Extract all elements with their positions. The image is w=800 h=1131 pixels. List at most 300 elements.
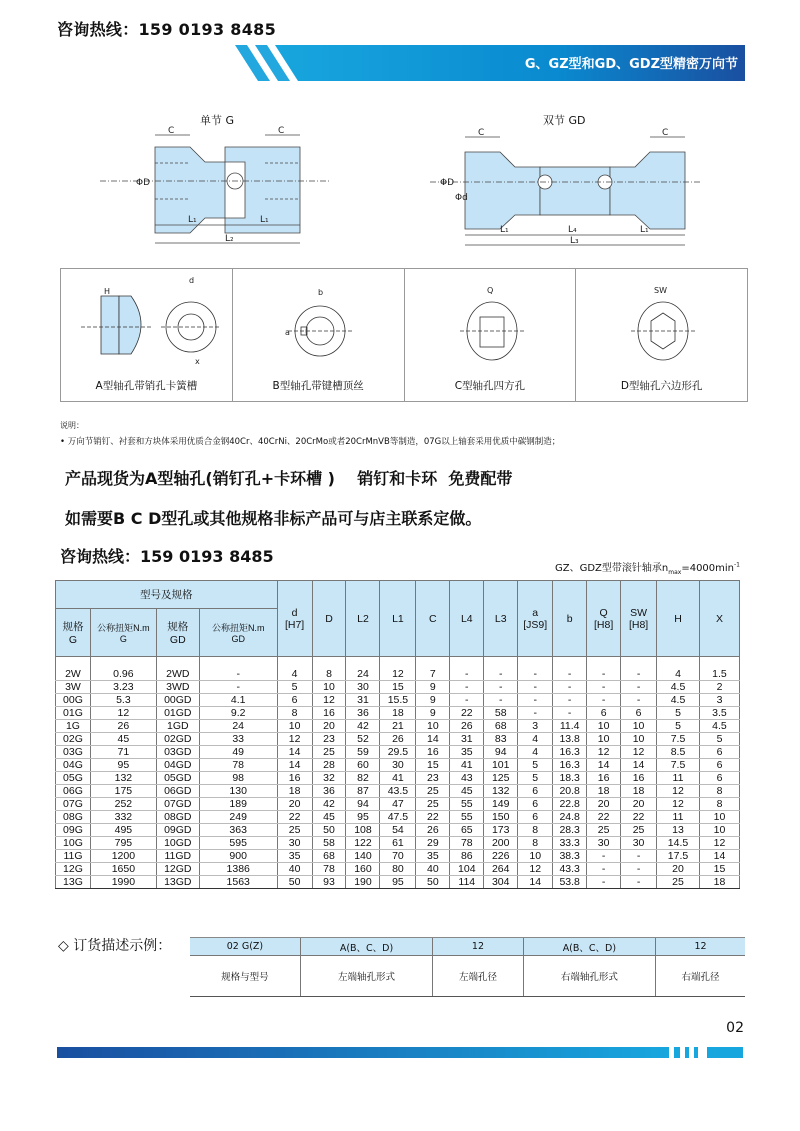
hole-type-a xyxy=(61,269,233,401)
table-cell: 09G xyxy=(56,824,91,837)
table-cell: 16.3 xyxy=(553,759,587,772)
table-cell: 189 xyxy=(199,798,277,811)
table-cell: 4 xyxy=(518,733,553,746)
order-value: A(B、C、D) xyxy=(523,938,655,956)
table-cell: 8 xyxy=(518,824,553,837)
table-cell: 50 xyxy=(312,824,346,837)
table-cell: - xyxy=(553,694,587,707)
table-cell: 12 xyxy=(90,707,156,720)
table-cell: 22 xyxy=(277,811,312,824)
assembly-diagrams xyxy=(100,125,740,255)
label-l1: L₁ xyxy=(188,215,197,225)
table-cell: 20 xyxy=(587,798,621,811)
sub-header: 规格 G xyxy=(56,609,91,657)
table-cell: 98 xyxy=(199,772,277,785)
table-cell: 12 xyxy=(621,746,657,759)
promo-line-2: 如需要B C D型孔或其他规格非标产品可与店主联系定做。 xyxy=(65,509,482,528)
table-cell: 40 xyxy=(277,863,312,876)
table-cell: 5 xyxy=(277,681,312,694)
table-cell: 33.3 xyxy=(553,837,587,850)
label-l1: L₁ xyxy=(640,225,649,235)
table-cell: - xyxy=(484,694,518,707)
table-cell: 1386 xyxy=(199,863,277,876)
table-cell: 20 xyxy=(312,720,346,733)
table-cell: 18 xyxy=(277,785,312,798)
table-cell: 6 xyxy=(518,798,553,811)
table-cell: 5.3 xyxy=(90,694,156,707)
table-cell: 60 xyxy=(346,759,380,772)
table-cell: - xyxy=(199,681,277,694)
table-cell: 35 xyxy=(450,746,484,759)
table-cell: 04GD xyxy=(156,759,199,772)
table-cell: 5 xyxy=(518,759,553,772)
table-cell: 8 xyxy=(699,798,739,811)
table-cell: 30 xyxy=(346,681,380,694)
table-cell: - xyxy=(518,681,553,694)
table-cell: 9 xyxy=(416,694,450,707)
table-cell: 30 xyxy=(587,837,621,850)
table-row xyxy=(56,811,740,824)
table-cell: 13G xyxy=(56,876,91,889)
header-hotline: 咨询热线：159 0193 8485 xyxy=(57,20,277,39)
table-cell: 49 xyxy=(199,746,277,759)
table-row xyxy=(56,772,740,785)
table-cell: 13.8 xyxy=(553,733,587,746)
table-cell: 7 xyxy=(416,668,450,681)
table-cell: 160 xyxy=(346,863,380,876)
table-cell: 8 xyxy=(312,668,346,681)
notes-bullet: • 万向节销钉、衬套和方块体采用优质合金钢40Cr、40CrNi、20CrMo或者20CrMnVB等制造，07G以上轴套采用优质中碳钢制造； xyxy=(60,437,561,447)
table-cell: 1990 xyxy=(90,876,156,889)
table-cell: 14 xyxy=(277,759,312,772)
table-cell: 1G xyxy=(56,720,91,733)
table-cell: 06G xyxy=(56,785,91,798)
table-cell: 70 xyxy=(380,850,416,863)
table-cell: 1200 xyxy=(90,850,156,863)
footer-bar xyxy=(57,1047,743,1058)
table-cell: 28 xyxy=(312,759,346,772)
table-cell: 43.3 xyxy=(553,863,587,876)
table-cell: 5 xyxy=(657,720,700,733)
table-row xyxy=(56,798,740,811)
table-cell: 122 xyxy=(346,837,380,850)
table-cell: 6 xyxy=(518,811,553,824)
label-l1: L₁ xyxy=(500,225,509,235)
dim-q: Q xyxy=(486,286,493,295)
table-cell: 47.5 xyxy=(380,811,416,824)
table-cell: 24.8 xyxy=(553,811,587,824)
table-cell: 80 xyxy=(380,863,416,876)
table-cell: 42 xyxy=(346,720,380,733)
page-number: 02 xyxy=(726,1020,744,1036)
table-cell: 25 xyxy=(657,876,700,889)
blank-row xyxy=(56,657,740,669)
table-cell: 22 xyxy=(587,811,621,824)
table-cell: - xyxy=(518,707,553,720)
table-cell: 47 xyxy=(380,798,416,811)
table-cell: - xyxy=(587,668,621,681)
table-cell: 02GD xyxy=(156,733,199,746)
table-cell: 12 xyxy=(587,746,621,759)
table-cell: 05GD xyxy=(156,772,199,785)
table-cell: 95 xyxy=(90,759,156,772)
table-cell: 7.5 xyxy=(657,759,700,772)
table-cell: 41 xyxy=(380,772,416,785)
table-cell: 12GD xyxy=(156,863,199,876)
table-cell: 12 xyxy=(380,668,416,681)
table-cell: 30 xyxy=(621,837,657,850)
hole-type-d xyxy=(576,269,747,401)
notes-heading: 说明： xyxy=(60,421,84,430)
table-cell: 495 xyxy=(90,824,156,837)
col-header: X xyxy=(699,581,739,657)
table-cell: 4.5 xyxy=(657,694,700,707)
table-cell: 10 xyxy=(587,720,621,733)
table-cell: 16 xyxy=(416,746,450,759)
table-cell: 00GD xyxy=(156,694,199,707)
table-cell: 9.2 xyxy=(199,707,277,720)
order-description: 右端轴孔形式 xyxy=(523,956,655,997)
table-cell: 38.3 xyxy=(553,850,587,863)
table-cell: 2 xyxy=(699,681,739,694)
table-row xyxy=(56,720,740,733)
table-cell: 65 xyxy=(450,824,484,837)
sub-header: 公称扭矩N.m G xyxy=(90,609,156,657)
spec-table xyxy=(55,580,740,889)
group-header: 型号及规格 xyxy=(56,581,278,609)
double-joint-drawing xyxy=(430,137,700,245)
col-header: L2 xyxy=(346,581,380,657)
col-header: D xyxy=(312,581,346,657)
table-cell: 101 xyxy=(484,759,518,772)
table-cell: 114 xyxy=(450,876,484,889)
table-cell: 18 xyxy=(621,785,657,798)
table-cell: - xyxy=(553,681,587,694)
table-cell: 6 xyxy=(518,785,553,798)
table-cell: 5 xyxy=(518,772,553,785)
table-cell: 35 xyxy=(416,850,450,863)
table-cell: - xyxy=(484,668,518,681)
table-row xyxy=(56,785,740,798)
table-cell: 58 xyxy=(484,707,518,720)
table-cell: 20.8 xyxy=(553,785,587,798)
order-value: 12 xyxy=(433,938,523,956)
dim-d: d xyxy=(189,276,195,285)
table-cell: 9 xyxy=(416,681,450,694)
table-row xyxy=(56,707,740,720)
table-cell: 26 xyxy=(416,824,450,837)
table-row xyxy=(56,850,740,863)
table-cell: 22.8 xyxy=(553,798,587,811)
table-cell: 8 xyxy=(518,837,553,850)
table-cell: - xyxy=(484,681,518,694)
table-cell: 12 xyxy=(312,694,346,707)
table-cell: - xyxy=(450,681,484,694)
table-cell: 32 xyxy=(312,772,346,785)
table-cell: 17.5 xyxy=(657,850,700,863)
table-cell: 3W xyxy=(56,681,91,694)
table-row xyxy=(56,863,740,876)
table-cell: 15 xyxy=(380,681,416,694)
table-cell: 25 xyxy=(277,824,312,837)
table-cell: 108 xyxy=(346,824,380,837)
table-cell: - xyxy=(553,707,587,720)
table-cell: 18 xyxy=(699,876,739,889)
table-cell: 900 xyxy=(199,850,277,863)
table-cell: 10 xyxy=(416,720,450,733)
table-cell: 31 xyxy=(346,694,380,707)
table-cell: 10 xyxy=(699,824,739,837)
label-l2: L₂ xyxy=(225,234,234,244)
hole-type-d-caption: D型轴孔六边形孔 xyxy=(620,380,703,392)
table-cell: 00G xyxy=(56,694,91,707)
col-header: b xyxy=(553,581,587,657)
col-header: d [H7] xyxy=(277,581,312,657)
table-cell: 6 xyxy=(621,707,657,720)
table-cell: 01G xyxy=(56,707,91,720)
table-cell: 5 xyxy=(699,733,739,746)
table-cell: 12G xyxy=(56,863,91,876)
table-cell: 08GD xyxy=(156,811,199,824)
table-cell: 1.5 xyxy=(699,668,739,681)
table-cell: 332 xyxy=(90,811,156,824)
table-cell: 6 xyxy=(699,759,739,772)
label-d-bore: Φd xyxy=(455,193,468,203)
table-cell: 50 xyxy=(277,876,312,889)
table-cell: 43 xyxy=(450,772,484,785)
table-cell: - xyxy=(553,668,587,681)
table-cell: 15 xyxy=(699,863,739,876)
table-cell: 30 xyxy=(277,837,312,850)
double-joint-title: 双节 GD xyxy=(543,114,586,127)
table-cell: 61 xyxy=(380,837,416,850)
table-cell: 5 xyxy=(657,707,700,720)
table-cell: - xyxy=(199,668,277,681)
subtitle-eq: =4000min xyxy=(681,563,735,574)
table-cell: 0.96 xyxy=(90,668,156,681)
table-cell: 1650 xyxy=(90,863,156,876)
table-cell: 104 xyxy=(450,863,484,876)
table-cell: 30 xyxy=(380,759,416,772)
table-cell: 26 xyxy=(380,733,416,746)
table-cell: 03GD xyxy=(156,746,199,759)
table-cell: 41 xyxy=(450,759,484,772)
subtitle-sup: -1 xyxy=(734,561,740,569)
table-cell: 15 xyxy=(416,759,450,772)
table-cell: - xyxy=(450,668,484,681)
table-cell: 2W xyxy=(56,668,91,681)
table-cell: 149 xyxy=(484,798,518,811)
table-cell: 22 xyxy=(416,811,450,824)
table-cell: - xyxy=(621,668,657,681)
table-cell: 50 xyxy=(416,876,450,889)
table-cell: 83 xyxy=(484,733,518,746)
table-cell: 53.8 xyxy=(553,876,587,889)
table-cell: 1563 xyxy=(199,876,277,889)
table-cell: 18.3 xyxy=(553,772,587,785)
hole-type-c-caption: C型轴孔四方孔 xyxy=(454,380,526,392)
table-cell: 18 xyxy=(587,785,621,798)
table-cell: 14.5 xyxy=(657,837,700,850)
table-cell: 21 xyxy=(380,720,416,733)
subtitle-text: GZ、GDZ型带滚针轴承n xyxy=(555,563,669,574)
table-cell: 6 xyxy=(699,772,739,785)
table-cell: 6 xyxy=(699,746,739,759)
table-cell: 87 xyxy=(346,785,380,798)
table-cell: 16 xyxy=(621,772,657,785)
table-cell: 07G xyxy=(56,798,91,811)
table-cell: - xyxy=(621,694,657,707)
table-cell: 16 xyxy=(587,772,621,785)
table-cell: 150 xyxy=(484,811,518,824)
table-cell: 14 xyxy=(416,733,450,746)
table-cell: 54 xyxy=(380,824,416,837)
table-cell: 10 xyxy=(621,720,657,733)
order-value: 02 G(Z) xyxy=(190,938,300,956)
hole-type-a-caption: A型轴孔带销孔卡簧槽 xyxy=(95,380,198,392)
table-cell: 20 xyxy=(277,798,312,811)
table-cell: 20 xyxy=(657,863,700,876)
table-cell: 09GD xyxy=(156,824,199,837)
table-cell: 36 xyxy=(346,707,380,720)
order-example-label: ◇ 订货描述示例： xyxy=(58,938,172,954)
table-cell: 11 xyxy=(657,811,700,824)
table-cell: - xyxy=(621,876,657,889)
table-cell: 130 xyxy=(199,785,277,798)
table-cell: 25 xyxy=(587,824,621,837)
table-cell: 31 xyxy=(450,733,484,746)
table-cell: 4 xyxy=(277,668,312,681)
table-cell: 132 xyxy=(90,772,156,785)
table-cell: - xyxy=(587,863,621,876)
label-c: C xyxy=(662,128,669,138)
table-cell: 25 xyxy=(416,798,450,811)
order-description: 左端轴孔形式 xyxy=(300,956,432,997)
hole-type-c xyxy=(405,269,577,401)
table-cell: 18 xyxy=(380,707,416,720)
table-cell: 05G xyxy=(56,772,91,785)
table-cell: 795 xyxy=(90,837,156,850)
table-cell: 33 xyxy=(199,733,277,746)
table-cell: 6 xyxy=(587,707,621,720)
table-cell: 10GD xyxy=(156,837,199,850)
table-cell: 04G xyxy=(56,759,91,772)
table-cell: 06GD xyxy=(156,785,199,798)
order-description: 左端孔径 xyxy=(433,956,523,997)
table-cell: 2WD xyxy=(156,668,199,681)
table-cell: 58 xyxy=(312,837,346,850)
subtitle-sub: max xyxy=(668,569,682,576)
table-cell: 4.5 xyxy=(699,720,739,733)
table-row xyxy=(56,733,740,746)
table-cell: 4.5 xyxy=(657,681,700,694)
table-cell: 595 xyxy=(199,837,277,850)
table-cell: 8.5 xyxy=(657,746,700,759)
table-row xyxy=(56,876,740,889)
order-value: 12 xyxy=(656,938,745,956)
col-header: L1 xyxy=(380,581,416,657)
table-cell: 7.5 xyxy=(657,733,700,746)
col-header: C xyxy=(416,581,450,657)
table-cell: 55 xyxy=(450,811,484,824)
single-joint-drawing xyxy=(100,135,330,243)
table-cell: 94 xyxy=(484,746,518,759)
table-cell: 10 xyxy=(699,811,739,824)
table-cell: 264 xyxy=(484,863,518,876)
label-c: C xyxy=(478,128,485,138)
table-cell: 14 xyxy=(277,746,312,759)
sub-header: 公称扭矩N.m GD xyxy=(199,609,277,657)
spec-table-body xyxy=(56,657,740,889)
table-cell: 3.5 xyxy=(699,707,739,720)
label-d-outer: ΦD xyxy=(136,178,151,188)
promo-hotline: 咨询热线：159 0193 8485 xyxy=(60,547,274,566)
table-row xyxy=(56,837,740,850)
table-cell: 14 xyxy=(587,759,621,772)
table-cell: 304 xyxy=(484,876,518,889)
label-l4: L₄ xyxy=(568,225,577,235)
label-c: C xyxy=(168,126,175,136)
table-cell: - xyxy=(621,850,657,863)
table-cell: 07GD xyxy=(156,798,199,811)
table-cell: 43.5 xyxy=(380,785,416,798)
table-cell: 8 xyxy=(699,785,739,798)
table-cell: 35 xyxy=(277,850,312,863)
table-cell: 40 xyxy=(416,863,450,876)
col-header: L3 xyxy=(484,581,518,657)
table-cell: 11.4 xyxy=(553,720,587,733)
dim-b: b xyxy=(317,288,323,297)
hole-type-b xyxy=(233,269,405,401)
table-cell: 9 xyxy=(416,707,450,720)
dim-sw: SW xyxy=(654,286,668,295)
dim-a: a xyxy=(284,328,290,337)
table-cell: 140 xyxy=(346,850,380,863)
order-description: 右端孔径 xyxy=(656,956,745,997)
order-description: 规格与型号 xyxy=(190,956,300,997)
table-cell: 12 xyxy=(518,863,553,876)
table-cell: - xyxy=(587,694,621,707)
table-cell: - xyxy=(518,668,553,681)
table-cell: 10 xyxy=(621,733,657,746)
table-cell: 26 xyxy=(90,720,156,733)
order-example-table xyxy=(190,937,745,997)
table-cell: - xyxy=(621,681,657,694)
table-row xyxy=(56,668,740,681)
bearing-subtitle xyxy=(555,559,740,576)
table-cell: 8 xyxy=(277,707,312,720)
table-cell: 3 xyxy=(518,720,553,733)
table-cell: 6 xyxy=(277,694,312,707)
table-cell: 82 xyxy=(346,772,380,785)
table-cell: 10 xyxy=(277,720,312,733)
table-cell: 10 xyxy=(587,733,621,746)
table-cell: 78 xyxy=(199,759,277,772)
table-cell: 14 xyxy=(518,876,553,889)
table-cell: 93 xyxy=(312,876,346,889)
table-cell: 26 xyxy=(450,720,484,733)
table-cell: 25 xyxy=(416,785,450,798)
table-cell: 68 xyxy=(312,850,346,863)
table-cell: 363 xyxy=(199,824,277,837)
table-cell: 4.1 xyxy=(199,694,277,707)
table-cell: 29.5 xyxy=(380,746,416,759)
table-cell: 29 xyxy=(416,837,450,850)
table-cell: 45 xyxy=(312,811,346,824)
table-cell: 25 xyxy=(621,824,657,837)
table-cell: - xyxy=(587,681,621,694)
sub-header: 规格 GD xyxy=(156,609,199,657)
